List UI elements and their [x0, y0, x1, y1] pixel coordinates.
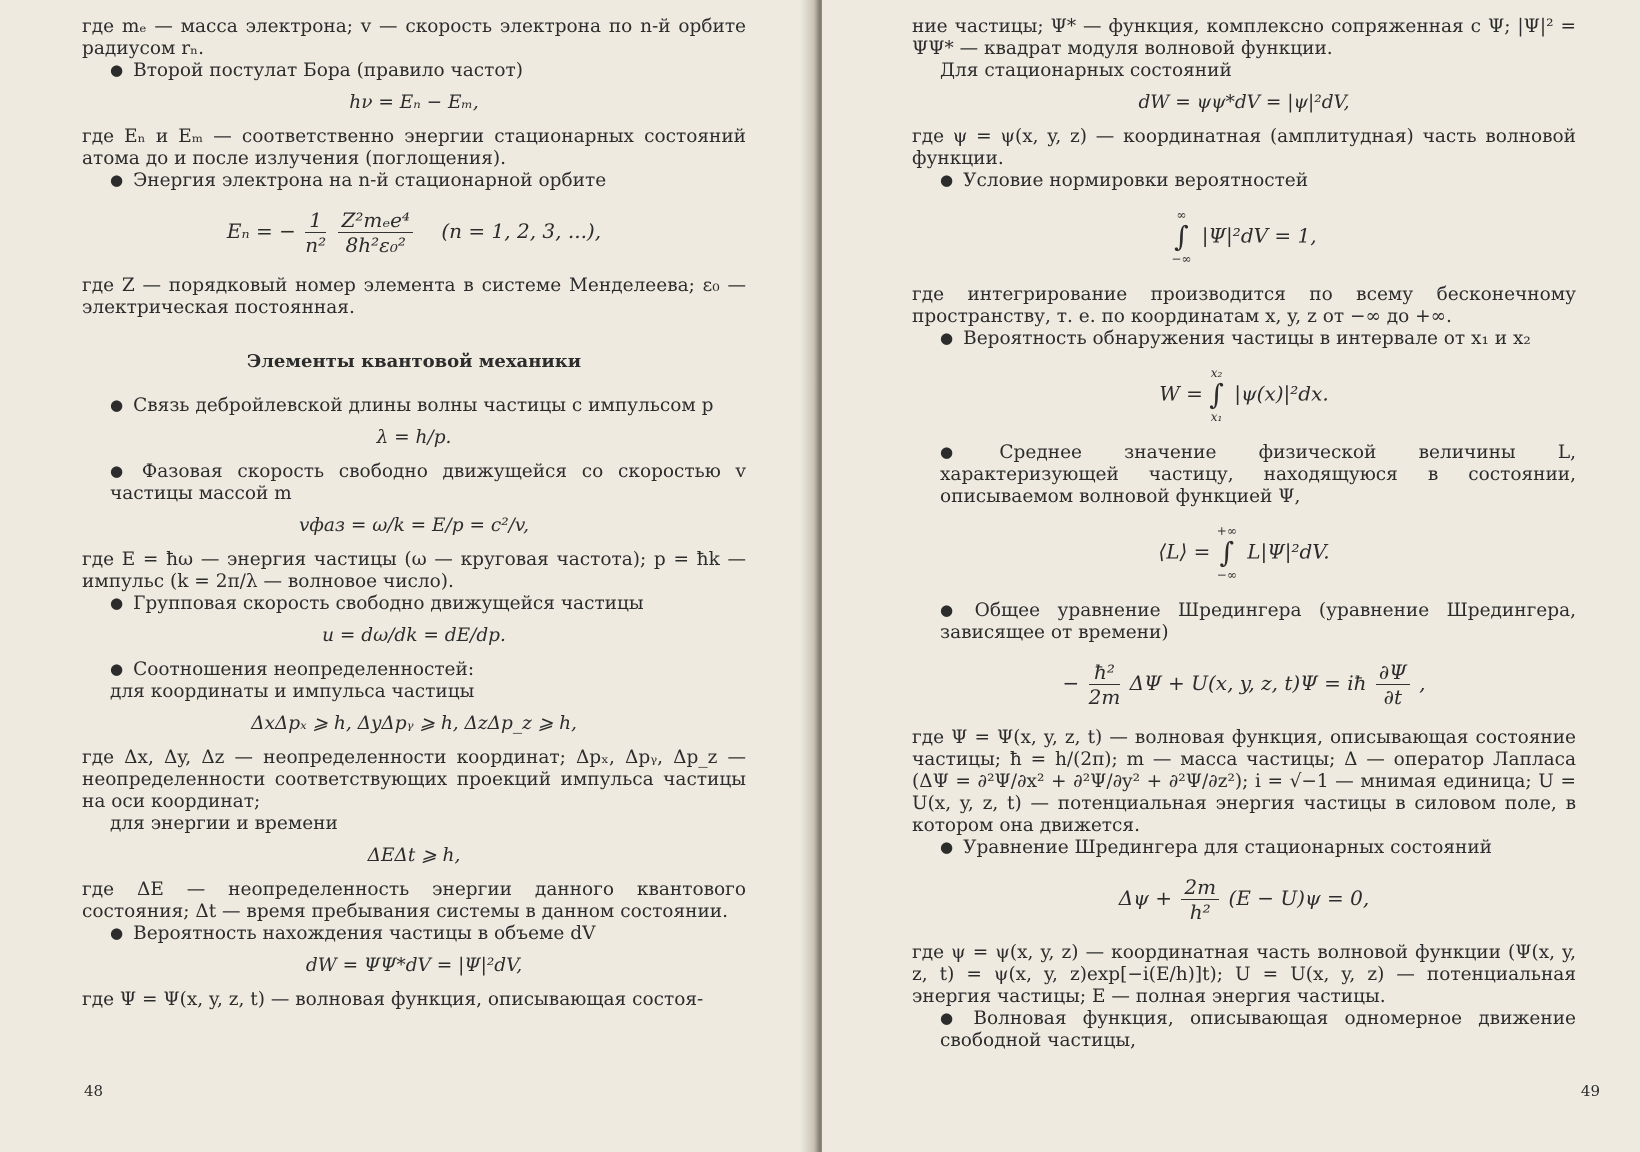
formula-part: (n = 1, 2, 3, ...),: [441, 219, 602, 243]
fraction: [338, 208, 412, 257]
integral-sign: ∫: [1219, 536, 1235, 569]
bullet-item: ● Уравнение Шредингера для стационарных состояний: [912, 837, 1576, 859]
bullet-item: ● Энергия электрона на n-й стационарной орбите: [82, 170, 746, 192]
integral: [1217, 524, 1237, 582]
formula-part: ,: [1419, 671, 1426, 695]
formula-part: |Ψ|²dV = 1,: [1201, 223, 1317, 248]
paragraph: Для стационарных состояний: [940, 60, 1232, 81]
integral-sign: ∫: [1174, 220, 1189, 253]
formula-probability: dW = ΨΨ*dV = |Ψ|²dV,: [305, 955, 523, 976]
formula-stationary-probability: dW = ψψ*dV = |ψ|²dV,: [1138, 92, 1350, 113]
page-number: 49: [1580, 1082, 1600, 1100]
formula-part: Eₙ = −: [226, 219, 296, 243]
bullet-item: ● Среднее значение физической величины L, характеризующей частицу, находящуюся в состоянии, описываемом волновой функцией Ψ,: [912, 442, 1576, 508]
fraction: [1089, 660, 1121, 709]
bullet-item: ● Фазовая скорость свободно движущейся со скоростью v частицы массой m: [82, 461, 746, 505]
bullet-item: ● Соотношения неопределенностей:: [82, 659, 746, 681]
formula-electron-energy: [82, 208, 746, 257]
integral-sign: ∫: [1209, 378, 1224, 411]
denominator: 2m: [1088, 685, 1121, 709]
paragraph: где ψ = ψ(x, y, z) — координатная часть волновой функции (Ψ(x, y, z, t) = ψ(x, y, z)exp[−i(E/h)]t); U = U(x, y, z) — потенциальная энергия частицы; E — полная энергия частицы.: [912, 942, 1576, 1007]
numerator: ∂Ψ: [1376, 660, 1410, 685]
formula-part: L|Ψ|²dV.: [1247, 539, 1330, 564]
formula-part: Δψ +: [1118, 886, 1173, 910]
fraction: [1181, 875, 1219, 924]
bullet-item: ● Связь дебройлевской длины волны частицы с импульсом p: [82, 395, 746, 417]
bullet-item: ● Групповая скорость свободно движущейся частицы: [82, 593, 746, 615]
formula-part: W =: [1159, 381, 1203, 406]
paragraph: для координаты и импульса частицы: [110, 681, 475, 702]
formula-normalization: [912, 208, 1576, 266]
paragraph: где mₑ — масса электрона; v — скорость электрона по n-й орбите радиусом rₙ.: [82, 16, 746, 59]
bullet-item: ● Волновая функция, описывающая одномерное движение свободной частицы,: [912, 1008, 1576, 1052]
formula-bohr-frequency: hν = Eₙ − Eₘ,: [349, 92, 479, 113]
formula-part: ΔΨ + U(x, y, z, t)Ψ = iħ: [1129, 671, 1367, 695]
paragraph: ние частицы; Ψ* — функция, комплексно сопряженная с Ψ; |Ψ|² = ΨΨ* — квадрат модуля волновой функции.: [912, 16, 1576, 59]
left-text-column: [82, 16, 746, 1011]
paragraph: для энергии и времени: [110, 813, 338, 834]
page-left: [0, 0, 818, 1152]
denominator: ∂t: [1383, 685, 1403, 709]
formula-phase-velocity: vфаз = ω/k = E/p = c²/v,: [298, 515, 530, 536]
denominator: 8h²ε₀²: [345, 233, 406, 257]
formula-part: (E − U)ψ = 0,: [1228, 886, 1370, 910]
formula-group-velocity: u = dω/dk = dE/dp.: [322, 625, 506, 646]
formula-part: |ψ(x)|²dx.: [1234, 381, 1329, 406]
bullet-item: ● Общее уравнение Шредингера (уравнение Шредингера, зависящее от времени): [912, 600, 1576, 644]
bullet-item: ● Вероятность нахождения частицы в объеме dV: [82, 923, 746, 945]
integral-upper-limit: x₂: [1210, 366, 1223, 380]
integral-upper-limit: ∞: [1176, 208, 1187, 222]
bullet-item: ● Второй постулат Бора (правило частот): [82, 60, 746, 82]
paragraph: где Δx, Δy, Δz — неопределенности координат; Δpₓ, Δpᵧ, Δp_z — неопределенности соответствующих проекций импульса частицы на оси координат;: [82, 747, 746, 812]
numerator: ħ²: [1089, 660, 1121, 685]
bullet-item: ● Условие нормировки вероятностей: [912, 170, 1576, 192]
denominator: n²: [305, 233, 327, 257]
denominator: h²: [1189, 900, 1211, 924]
bullet-item: ● Вероятность обнаружения частицы в интервале от x₁ и x₂: [912, 328, 1576, 350]
paragraph: где E = ħω — энергия частицы (ω — круговая частота); p = ħk — импульс (k = 2π/λ — волновое число).: [82, 549, 746, 592]
paragraph: где ψ = ψ(x, y, z) — координатная (амплитудная) часть волновой функции.: [912, 126, 1576, 169]
formula-part: ⟨L⟩ =: [1158, 539, 1211, 564]
section-heading: Элементы квантовой механики: [246, 351, 582, 372]
formula-schrodinger-general: [912, 660, 1576, 709]
integral-upper-limit: +∞: [1216, 524, 1237, 538]
integral-lower-limit: −∞: [1171, 252, 1192, 266]
formula-schrodinger-stationary: [912, 875, 1576, 924]
fraction: [1376, 660, 1410, 709]
integral: [1171, 208, 1191, 266]
integral-lower-limit: −∞: [1216, 568, 1237, 582]
paragraph: где Ψ = Ψ(x, y, z, t) — волновая функция, описывающая состоя-: [82, 989, 704, 1010]
right-text-column: [912, 16, 1576, 1052]
numerator: 1: [305, 208, 326, 233]
integral-lower-limit: x₁: [1210, 410, 1223, 424]
paragraph: где ΔE — неопределенность энергии данного квантового состояния; Δt — время пребывания системы в данном состоянии.: [82, 879, 746, 922]
paragraph: где Ψ = Ψ(x, y, z, t) — волновая функция, описывающая состояние частицы; ħ = h/(2π); m — масса частицы; Δ — оператор Лапласа (ΔΨ = ∂²Ψ/∂x² + ∂²Ψ/∂y² + ∂²Ψ/∂z²); i = √−1 — мнимая единица; U = U(x, y, z, t) — потенциальная энергия частицы в силовом поле, в котором она движется.: [912, 727, 1576, 836]
integral: [1209, 366, 1224, 424]
formula-mean-value: [912, 524, 1576, 582]
fraction: [305, 208, 326, 257]
formula-de-broglie: λ = h/p.: [376, 427, 452, 448]
page-right: [822, 0, 1640, 1152]
formula-interval-probability: [912, 366, 1576, 424]
page-number: 48: [84, 1082, 104, 1100]
paragraph: где Z — порядковый номер элемента в системе Менделеева; ε₀ — электрическая постоянная.: [82, 275, 746, 318]
paragraph: где Eₙ и Eₘ — соответственно энергии стационарных состояний атома до и после излучения (поглощения).: [82, 126, 746, 169]
formula-uncertainty-energy: ΔEΔt ⩾ h,: [367, 845, 461, 866]
formula-uncertainty-coordinate: ΔxΔpₓ ⩾ h, ΔyΔpᵧ ⩾ h, ΔzΔp_z ⩾ h,: [251, 713, 577, 734]
paragraph: где интегрирование производится по всему бесконечному пространству, т. е. по координатам x, y, z от −∞ до +∞.: [912, 284, 1576, 327]
formula-part: −: [1062, 671, 1080, 695]
numerator: 2m: [1181, 875, 1219, 900]
numerator: Z²mₑe⁴: [338, 208, 412, 233]
